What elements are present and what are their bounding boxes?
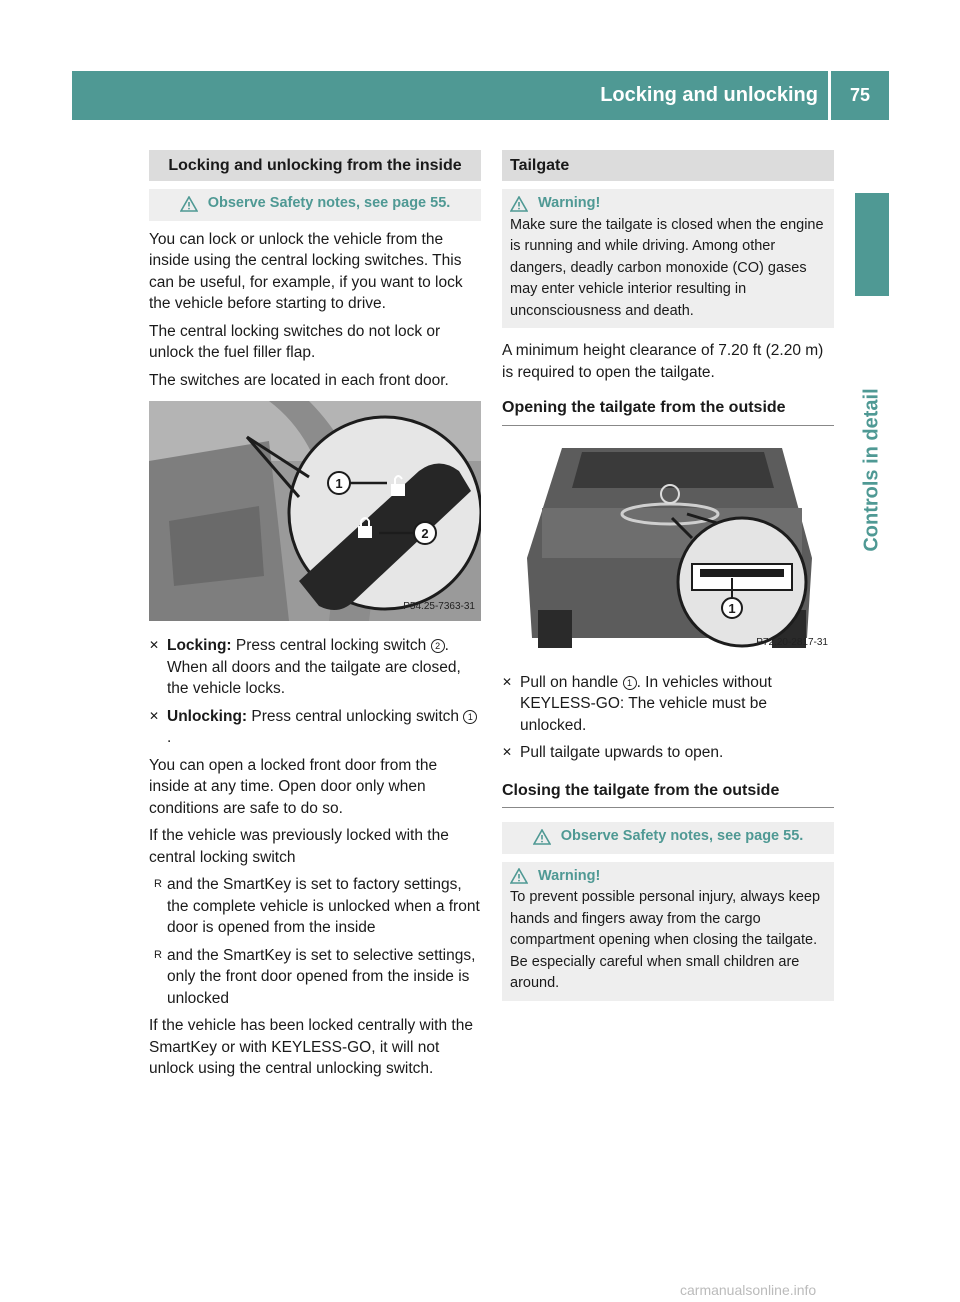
door-switch-figure <box>149 401 481 621</box>
step-arrow-icon: ✕ <box>149 638 160 652</box>
list-item <box>149 874 481 939</box>
step-body-rest: . <box>167 729 172 746</box>
list-item-text: and the SmartKey is set to factory settings, the complete vehicle is unlocked when a front door is opened from the inside <box>167 876 480 936</box>
step-label: Unlocking: <box>167 707 248 725</box>
warning-text: Make sure the tailgate is closed when the engine is running and while driving. Among other dangers, deadly carbon monoxide (CO) gases may enter vehicle interior resulting in unconsciousness and death. <box>510 216 824 319</box>
callout-ref: 2 <box>431 639 445 653</box>
step-body-rest: . When all doors and the tailgate are closed, the vehicle locks. <box>167 637 461 697</box>
step-text: Pull tailgate upwards to open. <box>520 744 724 761</box>
side-tab-marker <box>855 193 889 296</box>
right-column <box>502 150 834 1009</box>
warning-triangle-icon <box>180 196 198 212</box>
section-heading-tailgate: Tailgate <box>502 150 834 181</box>
step-body: Pull on handle <box>520 673 623 691</box>
side-chapter-label: Controls in detail <box>860 388 883 552</box>
warning-triangle-icon <box>533 829 551 845</box>
figure-code: P54.25-7363-31 <box>403 600 475 612</box>
warning-box <box>502 862 834 1001</box>
warning-text: To prevent possible personal injury, always keep hands and fingers away from the cargo compartment opening when closing the tailgate. Be especially careful when small children are around. <box>510 889 821 991</box>
safety-notice-title <box>157 193 473 215</box>
tailgate-illustration <box>502 438 834 658</box>
step-body: Press central unlocking switch <box>247 707 464 725</box>
step-arrow-icon: ✕ <box>502 674 513 689</box>
warning-title-text: Warning! <box>538 867 601 884</box>
warning-triangle-icon <box>510 196 528 212</box>
paragraph: You can lock or unlock the vehicle from the inside using the central locking switches. This can be useful, for example, if you want to lock the vehicle before starting to drive. <box>149 230 463 312</box>
step-pull-tailgate <box>502 742 834 764</box>
subheading-closing: Closing the tailgate from the outside <box>502 780 834 809</box>
paragraph: A minimum height clearance of 7.20 ft (2.20 m) is required to open the tailgate. <box>502 342 824 381</box>
footer-watermark: carmanualsonline.info <box>680 1282 817 1298</box>
warning-triangle-icon <box>510 868 528 884</box>
step-body: Press central locking switch <box>231 637 431 654</box>
header-bar <box>72 71 828 120</box>
safety-notice-text: Observe Safety notes, see page 55. <box>207 195 451 211</box>
paragraph: You can open a locked front door from the inside at any time. Open door only when conditions are safe to do so. <box>149 756 438 817</box>
step-arrow-icon: ✕ <box>502 745 513 759</box>
warning-title <box>510 193 826 215</box>
list-item <box>149 945 481 1010</box>
list-item-text: and the SmartKey is set to selective settings, only the front door opened from the inside is unlocked <box>167 946 476 1007</box>
warning-title-text: Warning! <box>538 195 601 211</box>
callout-ref: 1 <box>623 676 637 690</box>
figure-callout-2: 2 <box>421 526 429 541</box>
step-body-rest: . In vehicles without KEYLESS-GO: The vehicle must be unlocked. <box>520 673 772 734</box>
paragraph: If the vehicle has been locked centrally with the SmartKey or with KEYLESS-GO, it will not unlock using the central unlocking switch. <box>149 1017 473 1077</box>
figure-callout-1: 1 <box>728 600 736 616</box>
subheading-opening: Opening the tailgate from the outside <box>502 397 834 426</box>
bullet-icon: R <box>154 878 162 890</box>
tailgate-figure <box>502 438 834 658</box>
step-label: Locking: <box>167 637 232 654</box>
door-switch-illustration <box>149 401 481 621</box>
paragraph: The switches are located in each front door. <box>149 371 449 389</box>
safety-notice-title <box>510 826 826 848</box>
section-heading-inside: Locking and unlocking from the inside <box>149 150 481 181</box>
figure-callout-1: 1 <box>335 476 343 491</box>
callout-ref: 1 <box>463 710 477 724</box>
page-number: 75 <box>831 71 889 120</box>
step-text <box>167 706 481 749</box>
paragraph: The central locking switches do not lock or unlock the fuel filler flap. <box>149 322 441 361</box>
warning-box <box>502 189 834 328</box>
step-locking <box>149 635 481 700</box>
step-unlocking <box>149 706 481 749</box>
left-column <box>149 150 481 1086</box>
safety-notice-text: Observe Safety notes, see page 55. <box>560 828 804 844</box>
warning-title <box>510 866 826 888</box>
step-text <box>167 635 481 700</box>
paragraph: If the vehicle was previously locked with the central locking switch <box>149 827 449 866</box>
safety-notice <box>502 822 834 854</box>
step-pull-handle <box>502 672 834 737</box>
step-arrow-icon: ✕ <box>149 708 160 723</box>
step-text <box>520 672 834 737</box>
figure-code: P72.20-2817-31 <box>756 637 828 648</box>
header-title: Locking and unlocking <box>600 84 818 106</box>
safety-notice <box>149 189 481 221</box>
bullet-icon: R <box>154 948 162 961</box>
